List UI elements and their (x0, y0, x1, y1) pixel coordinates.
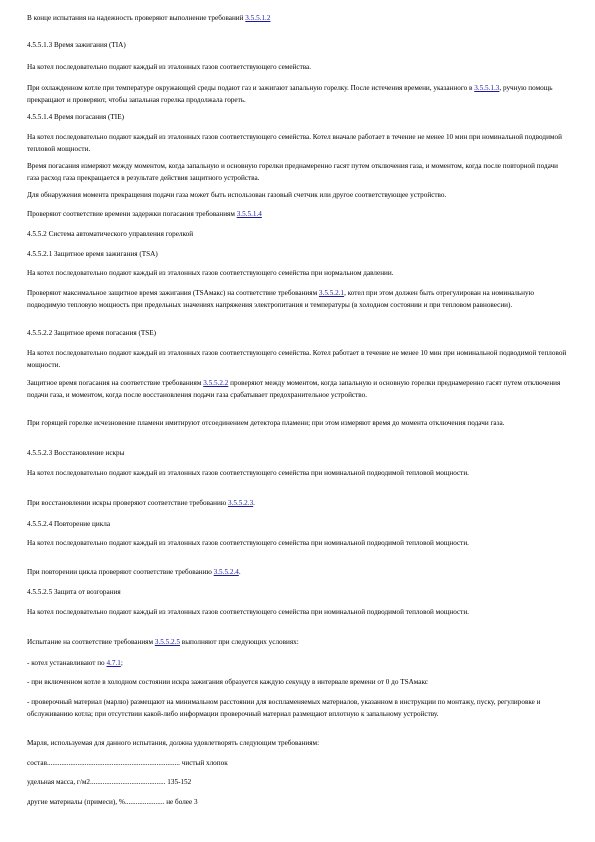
paragraph-17: При горящей горелке исчезновение пламени имитируют отсоединением детектора пламени; при этом измеряют время до момента отключения подачи газа. (27, 419, 505, 427)
paragraph-13: Проверяют максимальное защитное время зажигания (TSAмакс) на соответствие требованиям 3.5.5.2.1, котел при этом должен быть отрегулирован на номинальную подводимую тепловую мощность при предельных значениях напряжения электропитания и температуры (в холодном состоянии и при тепловом равновесии). (27, 289, 534, 309)
paragraph-20: При восстановлении искры проверяют соответствие требованию 3.5.5.2.3. (27, 499, 255, 507)
paragraph-3: На котел последовательно подают каждый из эталонных газов соответствующего семейства. (27, 63, 312, 71)
reference-link[interactable]: 4.7.1 (106, 659, 121, 667)
reference-link[interactable]: 3.5.5.2.3 (228, 499, 254, 507)
reference-link[interactable]: 3.5.5.2.4 (213, 568, 239, 576)
paragraph-30: Марля, используемая для данного испытания, должна удовлетворять следующим требованиям: (27, 739, 320, 747)
paragraph-9: Проверяют соответствие времени задержки погасания требованиям 3.5.5.1.4 (27, 210, 262, 218)
paragraph-6: На котел последовательно подают каждый из эталонных газов соответствующего семейства. Котел вначале работает в течение не менее 10 мин при номинальной подводимой тепловой мощности. (27, 133, 562, 153)
paragraph-8: Для обнаружения момента прекращения подачи газа может быть использован газовый счетчик или другое соответствующее устройство. (27, 191, 447, 199)
section-heading: 4.5.5.1.3 Время зажигания (ТIA) (27, 41, 126, 49)
reference-link[interactable]: 3.5.5.2.2 (203, 379, 229, 387)
spec-line: удельная масса, г/м2.......................................... 135-152 (27, 778, 192, 786)
list-item: - проверочный материал (марлю) размещают на минимальном расстоянии для воспламеняемых материалов, указанном в инструкции по монтажу, пуску, регулировке и обслуживанию котла; при отсутствии какой-либо информации проверочный материал размещают вплотную к запальному устройству. (27, 698, 541, 718)
spec-line: состав.......................................................................... чистый хлопок (27, 759, 228, 767)
spec-line: другие материалы (примеси), %...................... не более 3 (27, 798, 198, 806)
paragraph-22: На котел последовательно подают каждый из эталонных газов соответствующего семейства при номинальной подводимой тепловой мощности. (27, 539, 469, 547)
reference-link[interactable]: 3.5.5.2.5 (154, 638, 180, 646)
reference-link[interactable]: 3.5.5.1.2 (245, 14, 271, 22)
list-item: - котел устанавливают по 4.7.1; (27, 659, 123, 667)
section-heading: 4.5.5.2.3 Восстановление искры (27, 449, 125, 457)
section-heading: 4.5.5.2.5 Защита от возгорания (27, 588, 121, 596)
section-heading: 4.5.5.1.4 Время погасания (ТIE) (27, 113, 124, 121)
section-heading: 4.5.5.2 Система автоматического управления горелкой (27, 230, 194, 238)
section-heading: 4.5.5.2.4 Повторение цикла (27, 520, 111, 528)
reference-link[interactable]: 3.5.5.1.3 (474, 84, 500, 92)
paragraph-23: При повторении цикла проверяют соответствие требованию 3.5.5.2.4. (27, 568, 241, 576)
paragraph-26: Испытание на соответствие требованиям 3.5.5.2.5 выполняют при следующих условиях: (27, 638, 299, 646)
section-heading: 4.5.5.2.1 Защитное время зажигания (TSA) (27, 250, 158, 258)
paragraph-4: При охлажденном котле при температуре окружающей среды подают газ и зажигают запальную горелку. После истечения времени, указанного в 3.5.5.1.3, ручную помощь прекращают и проверяют, чтобы запальная горелка продолжала гореть. (27, 84, 553, 104)
paragraph-12: На котел последовательно подают каждый из эталонных газов соответствующего семейства при нормальном давлении. (27, 269, 394, 277)
paragraph-1: В конце испытания на надежность проверяют выполнение требований 3.5.5.1.2 (27, 14, 271, 22)
reference-link[interactable]: 3.5.5.2.1 (318, 289, 345, 297)
paragraph-15: На котел последовательно подают каждый из эталонных газов соответствующего семейства. Котел работает в течение не менее 10 мин при номинальной подводимой тепловой мощности. (27, 349, 567, 369)
section-heading: 4.5.5.2.2 Защитное время погасания (TSE) (27, 329, 157, 337)
paragraph-7: Время погасания измеряют между моментом, когда запальную и основную горелки преднамеренно гасят путем отключения газа, и моментом, когда после повторной подачи газа расход газа прекращается в результате действия защитного устройства. (27, 162, 559, 182)
list-item: - при включенном котле в холодном состоянии искра зажигания образуется каждую секунду в интервале времени от 0 до TSAмакс (27, 678, 428, 686)
reference-link[interactable]: 3.5.5.1.4 (236, 210, 262, 218)
paragraph-16: Защитное время погасания на соответствие требованиям 3.5.5.2.2 проверяют между моментом, когда запальную и основную горелки преднамеренно гасят путем отключения подачи газа, и моментом, когда после восстановления подачи газа срабатывает предохранительное устройство. (27, 379, 561, 399)
paragraph-19: На котел последовательно подают каждый из эталонных газов соответствующего семейства при номинальной подводимой тепловой мощности. (27, 469, 469, 477)
paragraph-25: На котел последовательно подают каждый из эталонных газов соответствующего семейства при номинальной подводимой тепловой мощности. (27, 608, 469, 616)
